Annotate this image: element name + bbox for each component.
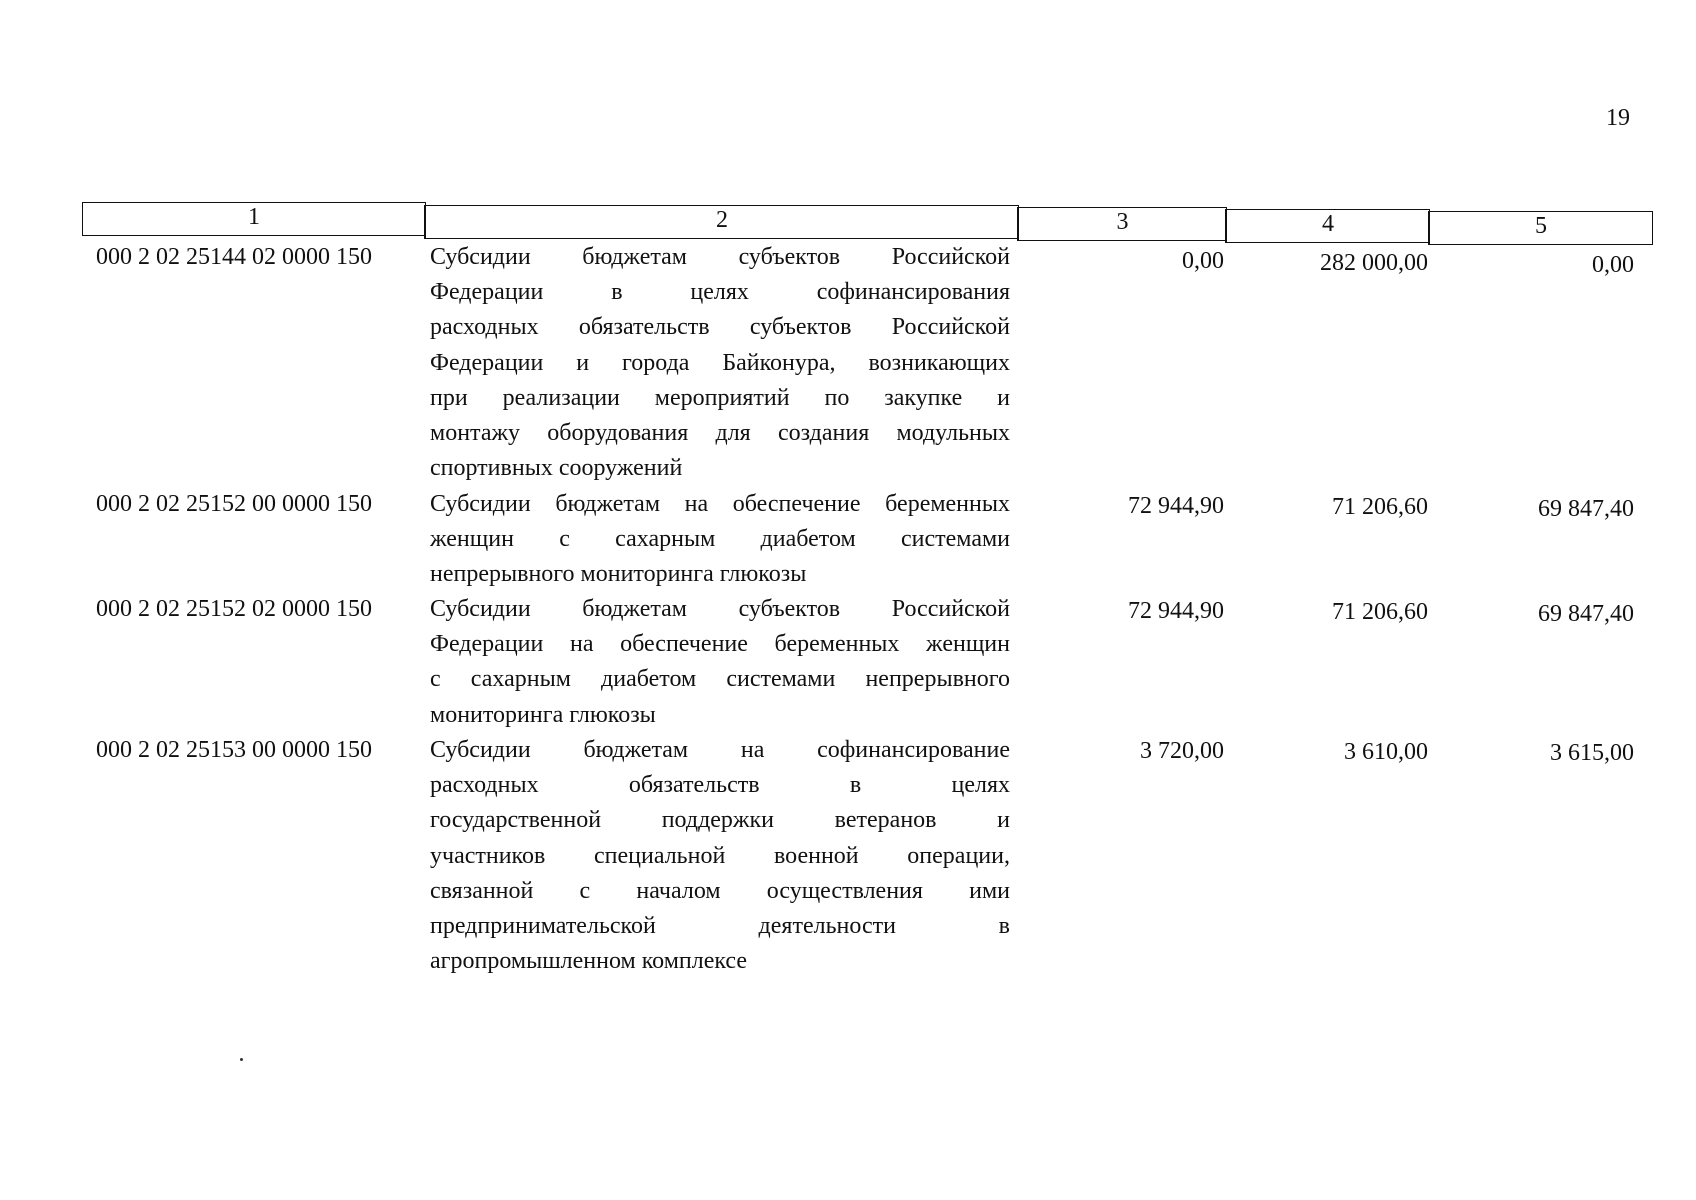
description-line: монтажу оборудования для создания модульных	[430, 420, 1010, 447]
description-line: непрерывного мониторинга глюкозы	[430, 561, 807, 588]
value-col5: 69 847,40	[1538, 496, 1634, 522]
header-cell-3: 3	[1017, 207, 1227, 241]
value-col5: 69 847,40	[1538, 601, 1634, 627]
description-line: мониторинга глюкозы	[430, 701, 656, 728]
value-col4: 71 206,60	[1332, 494, 1428, 520]
description-line: Федерации на обеспечение беременных женщин	[430, 631, 1010, 658]
page-number: 19	[1606, 105, 1630, 131]
description-line: связанной с началом осуществления ими	[430, 877, 1010, 904]
description-line: Федерации и города Байконура, возникающих	[430, 349, 1010, 376]
value-col4: 3 610,00	[1344, 739, 1428, 765]
budget-code: 000 2 02 25152 02 0000 150	[96, 596, 372, 622]
description-line: Субсидии бюджетам на софинансирование	[430, 737, 1010, 763]
description-line: с сахарным диабетом системами непрерывного	[430, 666, 1010, 693]
row-description	[430, 592, 1010, 733]
description-line: женщин с сахарным диабетом системами	[430, 526, 1010, 553]
value-col3: 3 720,00	[1140, 738, 1224, 764]
header-cell-5: 5	[1428, 211, 1653, 245]
description-line: расходных обязательств в целях	[430, 772, 1010, 799]
budget-code: 000 2 02 25152 00 0000 150	[96, 491, 372, 517]
description-line: Субсидии бюджетам на обеспечение беременных	[430, 491, 1010, 517]
description-line: спортивных сооружений	[430, 455, 683, 482]
description-line: Субсидии бюджетам субъектов Российской	[430, 596, 1010, 622]
description-line: Субсидии бюджетам субъектов Российской	[430, 244, 1010, 270]
description-line: расходных обязательств субъектов Российской	[430, 314, 1010, 341]
header-cell-1: 1	[82, 202, 426, 236]
row-description	[430, 733, 1010, 979]
value-col5: 3 615,00	[1550, 740, 1634, 766]
header-cell-4: 4	[1225, 209, 1430, 243]
description-line: агропромышленном комплексе	[430, 948, 748, 975]
budget-code: 000 2 02 25153 00 0000 150	[96, 737, 372, 763]
description-line: государственной поддержки ветеранов и	[430, 807, 1010, 834]
description-line: участников специальной военной операции,	[430, 842, 1010, 869]
description-line: при реализации мероприятий по закупке и	[430, 384, 1010, 411]
value-col3: 72 944,90	[1128, 493, 1224, 519]
value-col3: 0,00	[1182, 248, 1224, 274]
header-cell-2: 2	[424, 205, 1019, 239]
value-col5: 0,00	[1592, 252, 1634, 278]
value-col4: 282 000,00	[1320, 250, 1428, 276]
value-col3: 72 944,90	[1128, 598, 1224, 624]
description-line: предпринимательской деятельности в	[430, 913, 1010, 940]
row-description	[430, 240, 1010, 486]
description-line: Федерации в целях софинансирования	[430, 279, 1010, 306]
row-description	[430, 487, 1010, 593]
budget-code: 000 2 02 25144 02 0000 150	[96, 244, 372, 270]
scan-speck	[240, 1058, 243, 1061]
value-col4: 71 206,60	[1332, 599, 1428, 625]
